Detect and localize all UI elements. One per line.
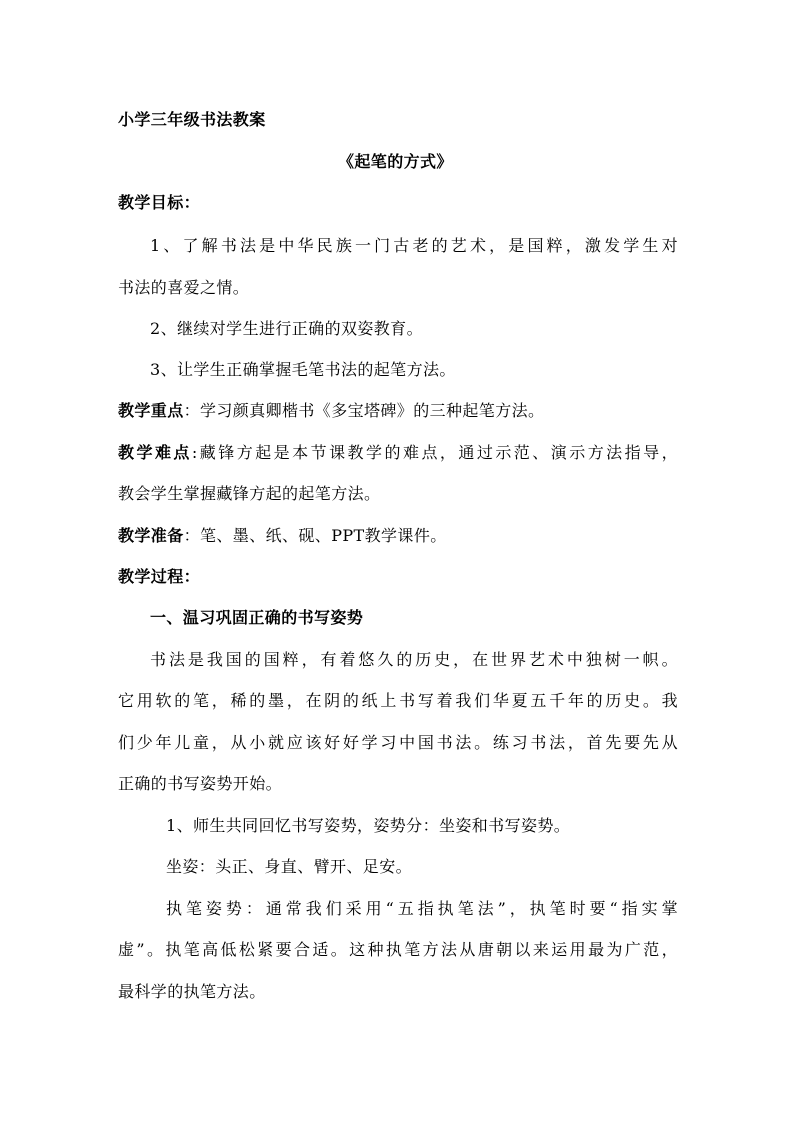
difficulty-line-2: 教会学生掌握藏锋方起的起笔方法。 bbox=[118, 484, 381, 503]
difficulty-label: 教学难点 bbox=[118, 443, 192, 462]
key-point bbox=[118, 401, 678, 421]
key-point-text: ：学习颜真卿楷书《多宝塔碑》的三种起笔方法。 bbox=[183, 401, 545, 420]
objective-2: 2、继续对学生进行正确的双姿教育。 bbox=[150, 319, 423, 338]
prep-label: 教学准备 bbox=[118, 526, 184, 545]
prep-text: ：笔、墨、纸、砚、PPT教学课件。 bbox=[183, 526, 447, 545]
process-heading: 教学过程： bbox=[118, 567, 201, 586]
difficulty-text-1: :藏锋方起是本节课教学的难点，通过示范、演示方法指导， bbox=[191, 443, 678, 462]
sitting-posture: 坐姿：头正、身直、臂开、足安。 bbox=[166, 857, 413, 876]
difficulty-line-1 bbox=[118, 443, 678, 463]
paragraph-1-line-2: 它用软的笔，稀的墨，在阴的纸上书写着我们华夏五千年的历史。我 bbox=[118, 691, 678, 710]
objective-1-line-1: 1、了解书法是中华民族一门古老的艺术，是国粹，激发学生对 bbox=[150, 236, 678, 255]
grip-line-2: 虚”。执笔高低松紧要合适。这种执笔方法从唐朝以来运用最为广范， bbox=[118, 940, 678, 959]
lesson-subtitle: 《起笔的方式》 bbox=[338, 152, 453, 171]
grip-line-1: 执笔姿势：通常我们采用“五指执笔法”，执笔时要“指实掌 bbox=[166, 899, 678, 918]
grip-line-3: 最科学的执笔方法。 bbox=[118, 982, 266, 1001]
paragraph-1-line-3: 们少年儿童，从小就应该好好学习中国书法。练习书法，首先要先从 bbox=[118, 733, 678, 752]
key-point-label: 教学重点 bbox=[118, 401, 184, 420]
item-1: 1、师生共同回忆书写姿势，姿势分：坐姿和书写姿势。 bbox=[166, 816, 571, 835]
preparation bbox=[118, 526, 678, 546]
document-title: 小学三年级书法教案 bbox=[118, 110, 266, 129]
objectives-heading: 教学目标： bbox=[118, 193, 201, 212]
section-1-heading: 一、温习巩固正确的书写姿势 bbox=[150, 608, 364, 627]
paragraph-1-line-1: 书法是我国的国粹，有着悠久的历史，在世界艺术中独树一帜。 bbox=[150, 650, 678, 669]
objective-3: 3、让学生正确掌握毛笔书法的起笔方法。 bbox=[150, 360, 456, 379]
objective-1-line-2: 书法的喜爱之情。 bbox=[118, 278, 250, 297]
paragraph-1-line-4: 正确的书写姿势开始。 bbox=[118, 774, 283, 793]
